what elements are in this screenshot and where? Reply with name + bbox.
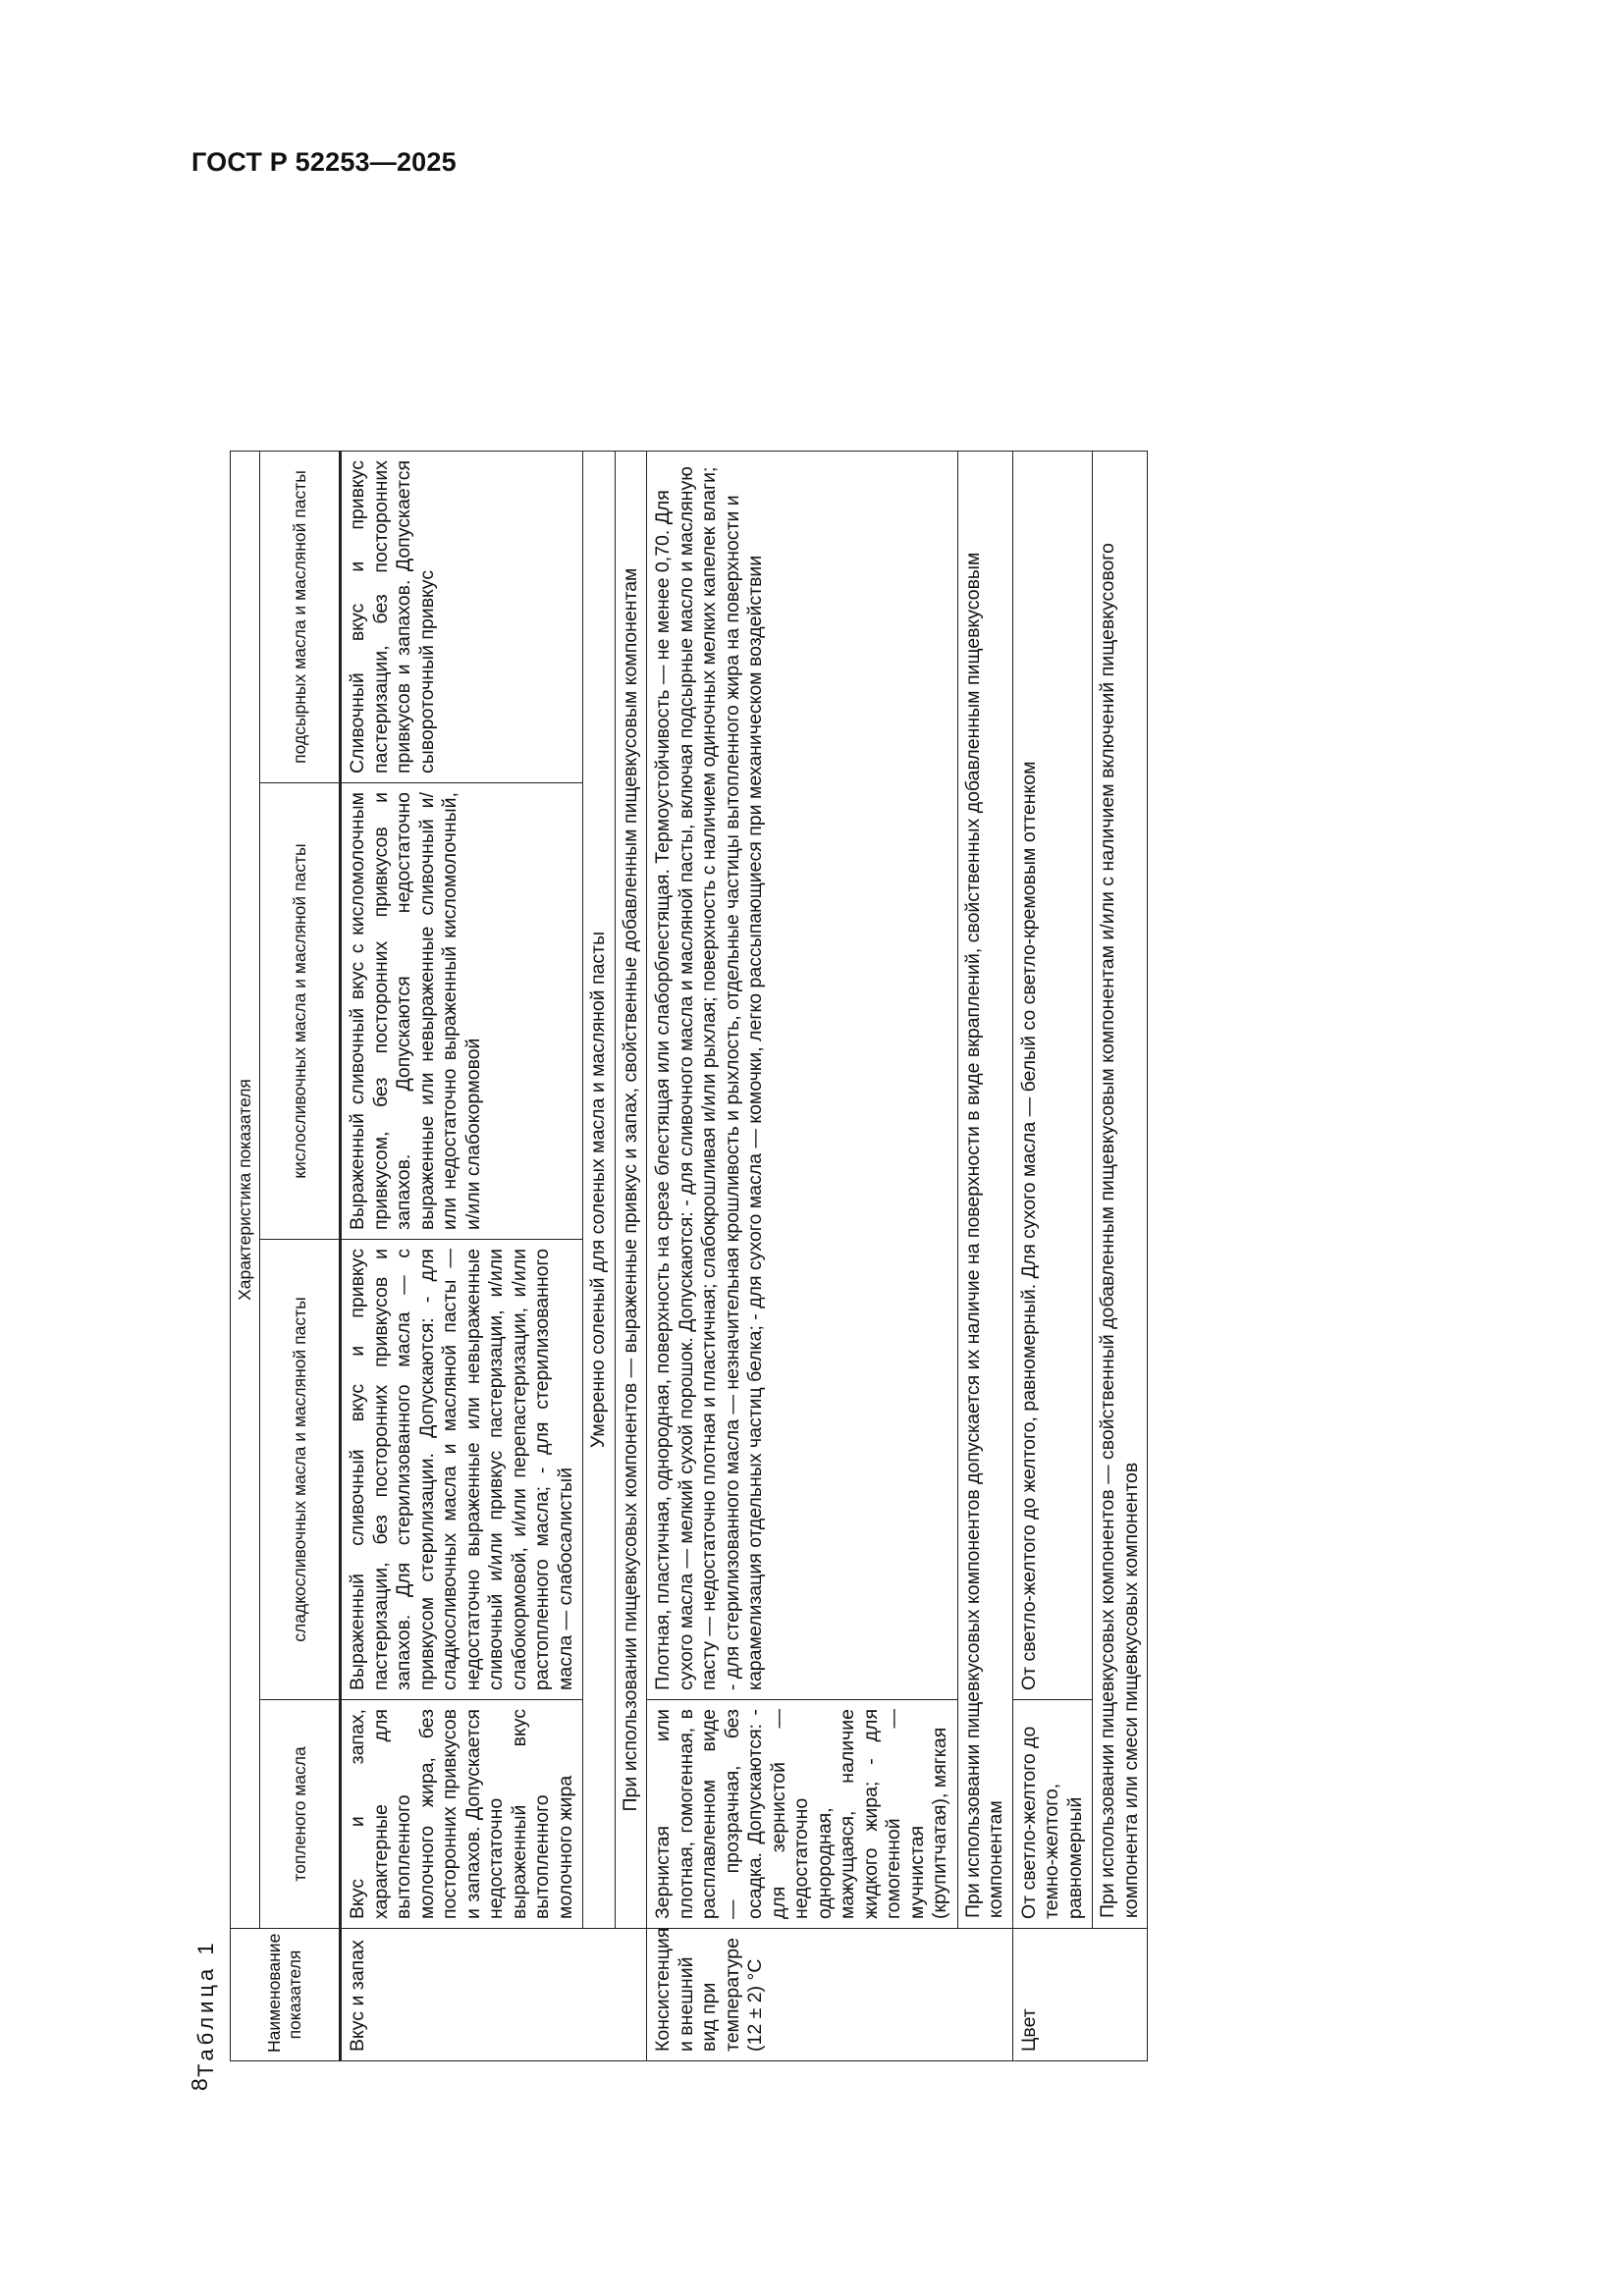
taste-sweet: Выраженный сливочный вкус и привкус пастеризации, без посторонних привкусов и запахов. Для стерилизованного масла — с привкусом стерилизации. Допускаются: - для сладкосливочных масла и масляной пасты — недостаточно выраженные или невыраженные сливочный и/или привкус пастеризации, и/или слабокормовой, и/или перепастеризации, и/или растопленного масла; - для стерилизованного масла — слабосалистый	[341, 1240, 583, 1700]
header-sour-cream: кислосливочных масла и масляной пасты	[260, 783, 341, 1240]
color-main: От светло-желтого до желтого, равномерный. Для сухого масла — белый со светло-кремовым оттенком	[1012, 451, 1093, 1699]
header-row-1	[231, 249, 260, 2060]
blank-cell	[957, 249, 1012, 451]
blank-cell	[615, 249, 647, 451]
consistency-name: Консистенция и внешний вид при температуре (12 ± 2) °С	[647, 1929, 1013, 2061]
header-sweet-cream: сладкосливочных масла и масляной пасты	[260, 1240, 341, 1700]
table-caption: Таблица 1	[193, 1939, 218, 2077]
color-note-row	[1093, 249, 1148, 2060]
taste-row	[341, 249, 583, 2060]
header-cheese-butter: подсырных масла и масляной пасты	[260, 451, 341, 782]
salted-note-row	[583, 249, 616, 2060]
consistency-note: При использовании пищевкусовых компонентов допускается их наличие на поверхности в виде вкраплений, свойственных добавленным пищевкусовым компонентам	[957, 451, 1012, 1928]
header-characteristic: Характеристика показателя	[231, 451, 260, 1928]
blank-cell	[1093, 249, 1148, 451]
consistency-main: Плотная, пластичная, однородная, поверхность на срезе блестящая или слаборблестящая. Термоустойчивость — не менее 0,70. Для сухого масла — мелкий сухой порошок. Допускаются: - для сливочного масла и масляной пасты, включая подсырные масло и масляную пасту — недостаточно плотная и пластичная; слабокрошливая и/или рыхлая; поверхность с наличием одиночных мелких капелек влаги; - для стерилизованного масла — незначительная крошливость и рыхлость, отдельные частицы вытопленного жира на поверхности и карамелизация отдельных частиц белка; - для сухого масла — комочки, легко рассыпающиеся при механическом воздействии	[647, 451, 958, 1699]
characteristics-table	[230, 249, 1148, 2061]
taste-cheese: Сливочный вкус и привкус пастеризации, без посторонних привкусов и запахов. Допускается сывороточный привкус	[341, 451, 583, 782]
header-melted: топленого масла	[260, 1700, 341, 1929]
blank-cell	[341, 249, 583, 451]
blank-cell	[647, 249, 958, 451]
document-code: ГОСТ Р 52253—2025	[191, 147, 457, 177]
header-indicator-name: Наименование показателя	[231, 1929, 341, 2061]
taste-sour: Выраженный сливочный вкус с кисломолочным привкусом, без посторонних привкусов и запахов. Допускаются недостаточно выраженные или невыраженные сливочный и/или недостаточно выраженный кисломолочный, и/или слабокормовой	[341, 783, 583, 1240]
blank-cell	[260, 249, 341, 451]
blank-cell	[1012, 249, 1093, 451]
salted-note: Умеренно соленый для соленых масла и масляной пасты	[583, 451, 616, 1928]
taste-name: Вкус и запах	[341, 1929, 647, 2061]
blank-cell	[583, 249, 616, 451]
page-number: 8	[187, 2078, 212, 2091]
flavor-note: При использовании пищевкусовых компонентов — выраженные привкус и запах, свойственные добавленным пищевкусовым компонентам	[615, 451, 647, 1928]
color-note: При использовании пищевкусовых компонентов — свойственный добавленным пищевкусовым компонентам и/или с наличием включений пищевкусового компонента или смеси пищевкусовых компонентов	[1093, 451, 1148, 1928]
color-row	[1012, 249, 1093, 2060]
color-melted: От светло-желтого до темно-желтого, равномерный	[1012, 1700, 1093, 1929]
header-row-2	[260, 249, 341, 2060]
rotated-table-page	[191, 250, 1448, 2091]
blank-cell	[231, 249, 260, 451]
taste-melted: Вкус и запах, характерные для вытопленного молочного жира, без посторонних привкусов и запахов. Допускается недостаточно выраженный вкус вытопленного молочного жира	[341, 1700, 583, 1929]
flavor-note-row	[615, 249, 647, 2060]
color-name: Цвет	[1012, 1929, 1148, 2061]
consistency-note-row	[957, 249, 1012, 2060]
consistency-row	[647, 249, 958, 2060]
consistency-melted: Зернистая или плотная, гомогенная, в расплавленном виде — прозрачная, без осадка. Допускаются: - для зернистой — недостаточно однородная, мажущаяся, наличие жидкого жира; - для гомогенной — мучнистая (крупитчатая), мягкая	[647, 1700, 958, 1929]
